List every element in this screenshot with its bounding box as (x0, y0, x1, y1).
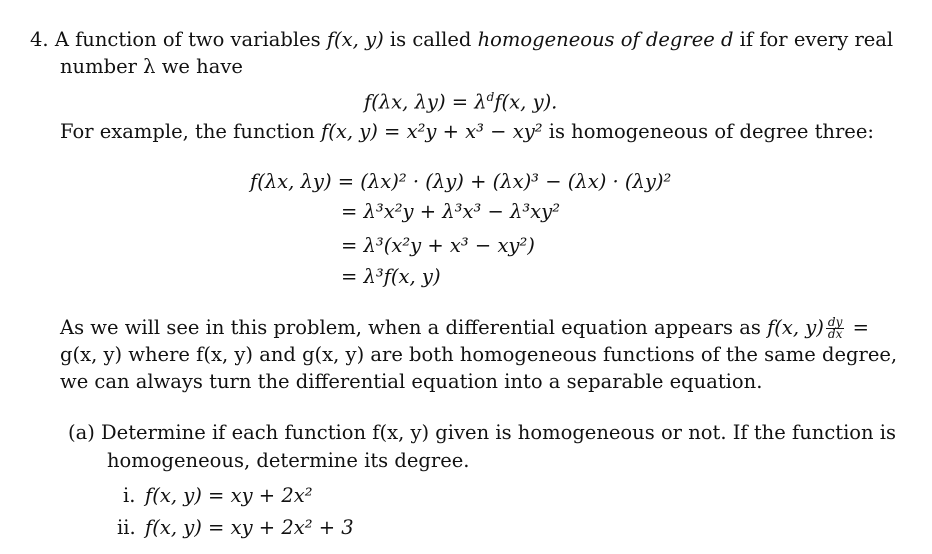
intro-text-c: if for every real (733, 28, 894, 51)
def-exponent: d (486, 90, 495, 104)
problem-line-2: number λ we have (60, 55, 243, 78)
example-text-b: is homogeneous of degree three: (542, 120, 874, 143)
part-a-label: (a) (68, 421, 95, 444)
derivation-line-1: f(λx, λy) = (λx)² · (λy) + (λx)³ − (λx) · (λy)² (250, 170, 672, 193)
derivation-line-3: = λ³(x²y + x³ − xy²) (341, 234, 535, 257)
definition-equation (364, 85, 557, 115)
item-ii-label: ii. (117, 516, 136, 539)
intro-text-a: A function of two variables (54, 28, 327, 51)
problem-number: 4. (30, 28, 49, 51)
def-rhs: f(x, y). (494, 90, 558, 114)
intro-function: f(x, y) (326, 28, 384, 51)
part-a-text-1: Determine if each function f(x, y) given is homogeneous or not. If the function is (101, 421, 897, 444)
part-a-line-1 (68, 421, 896, 445)
para-text-a: As we will see in this problem, when a differential equation appears as (60, 316, 768, 339)
example-line (60, 120, 874, 144)
paragraph-line-3: we can always turn the differential equation into a separable equation. (60, 370, 763, 393)
def-lhs: f(λx, λy) = λ (364, 90, 487, 114)
item-i-expression: f(x, y) = xy + 2x² (145, 484, 313, 507)
paragraph-line-2: g(x, y) where f(x, y) and g(x, y) are both homogeneous functions of the same degree, (60, 343, 898, 366)
frac-numerator: dy (827, 315, 843, 329)
paragraph-line-1 (60, 316, 869, 340)
item-ii-expression: f(x, y) = xy + 2x² + 3 (145, 516, 354, 539)
intro-text-b: is called (383, 28, 478, 51)
item-i (123, 484, 313, 508)
homogeneous-term: homogeneous of degree d (477, 28, 734, 51)
example-text-a: For example, the function (60, 120, 321, 143)
item-i-label: i. (123, 484, 136, 507)
example-function: f(x, y) = x²y + x³ − xy² (321, 120, 543, 143)
item-ii (117, 516, 354, 540)
para-function: f(x, y) (767, 316, 824, 339)
dy-dx-fraction (826, 317, 844, 340)
derivation-line-2: = λ³x²y + λ³x³ − λ³xy² (341, 200, 561, 223)
derivation-line-4: = λ³f(x, y) (341, 265, 441, 288)
frac-denominator: dx (827, 327, 843, 341)
cropped-previous-line (60, 0, 320, 2)
problem-line-1 (30, 28, 893, 52)
para-equals: = (846, 316, 869, 339)
part-a-line-2: homogeneous, determine its degree. (107, 449, 470, 472)
